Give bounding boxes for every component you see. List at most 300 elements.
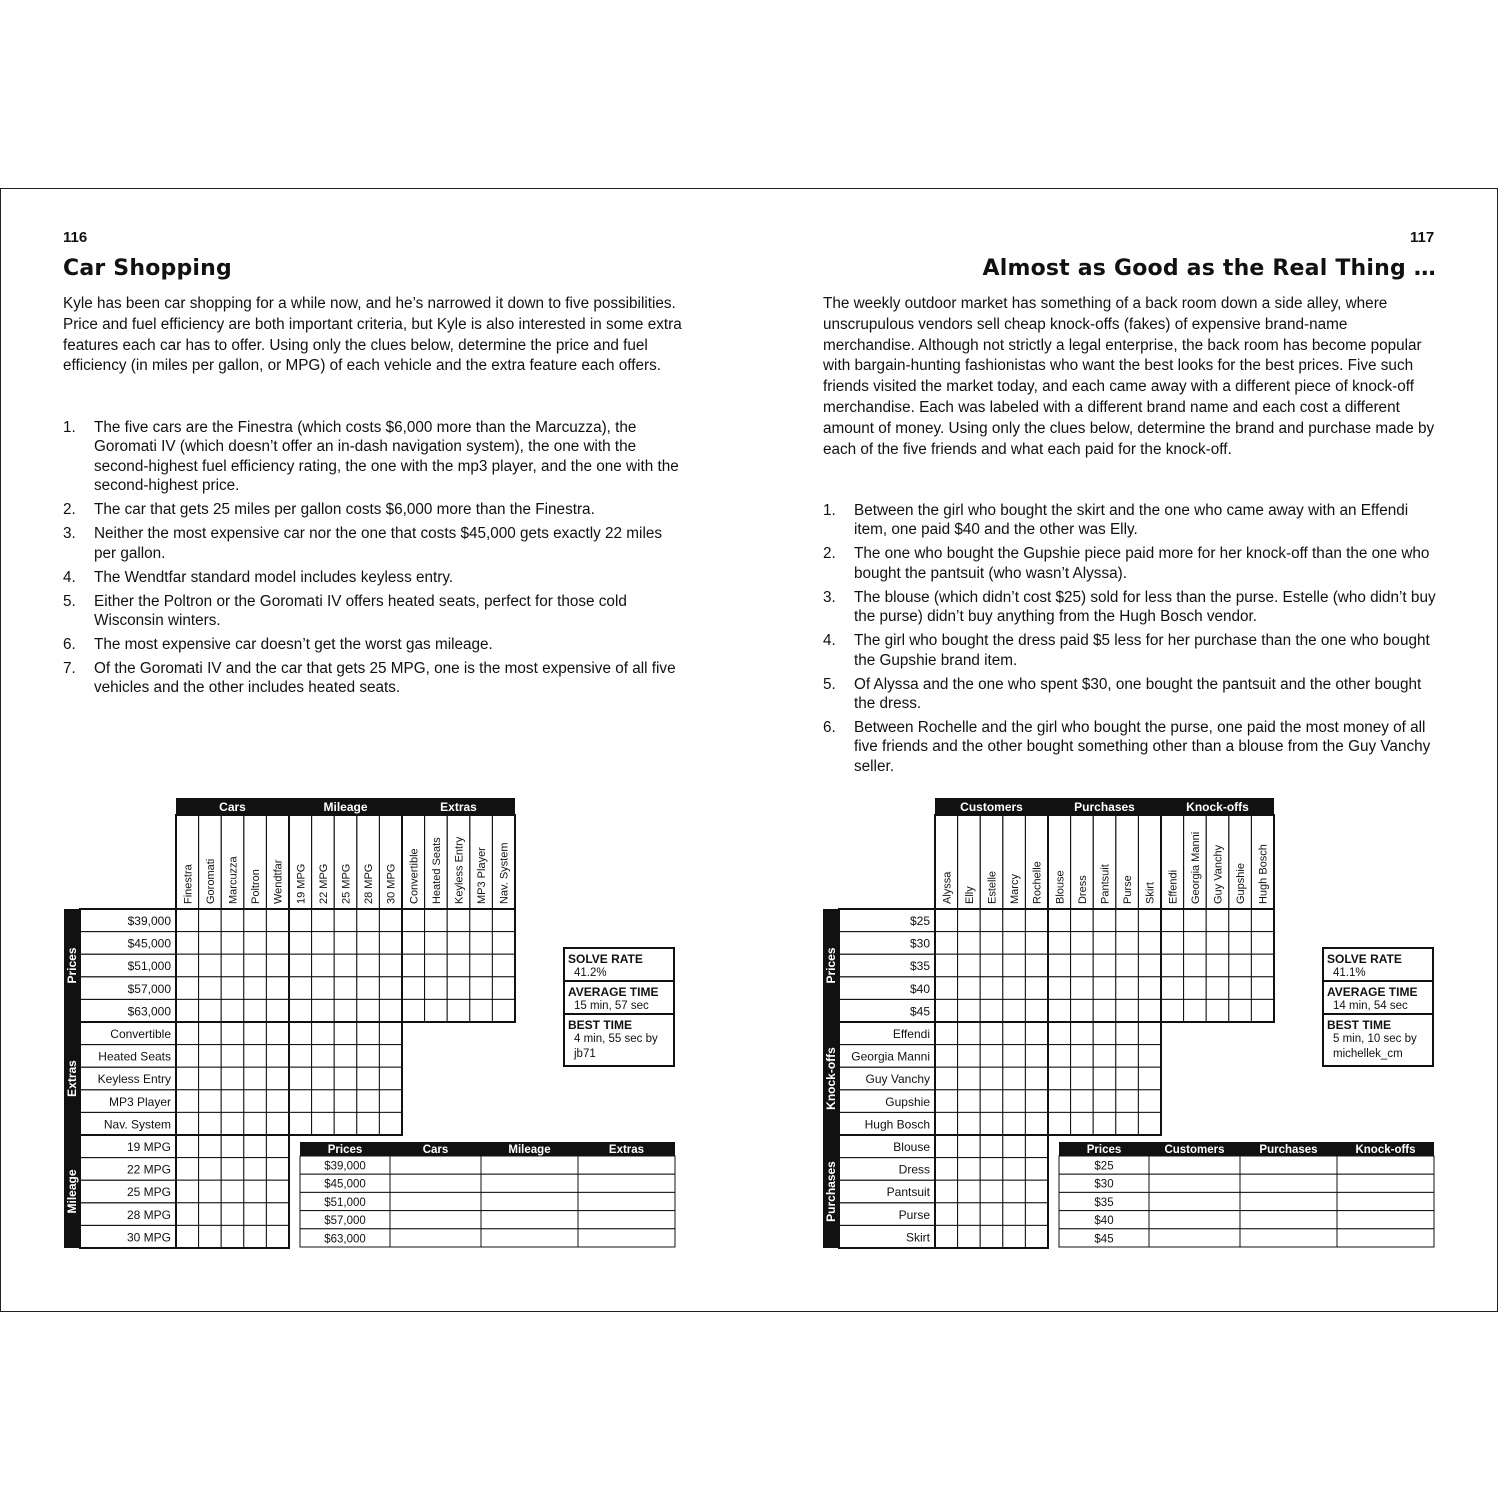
grid-cell[interactable]	[1071, 1112, 1094, 1135]
grid-cell[interactable]	[221, 1225, 244, 1248]
grid-cell[interactable]	[334, 977, 357, 1000]
grid-cell[interactable]	[244, 909, 267, 932]
grid-cell[interactable]	[1138, 1112, 1161, 1135]
grid-cell[interactable]	[470, 954, 493, 977]
grid-cell[interactable]	[1116, 909, 1139, 932]
grid-cell[interactable]	[958, 1225, 981, 1248]
grid-cell[interactable]	[980, 1180, 1003, 1203]
grid-cell[interactable]	[1003, 954, 1026, 977]
grid-cell[interactable]	[492, 954, 515, 977]
grid-cell[interactable]	[1184, 909, 1207, 932]
grid-cell[interactable]	[176, 1067, 199, 1090]
grid-cell[interactable]	[334, 909, 357, 932]
grid-cell[interactable]	[312, 1112, 335, 1135]
answer-input-cell[interactable]	[481, 1229, 578, 1247]
grid-cell[interactable]	[266, 1022, 289, 1045]
grid-cell[interactable]	[1093, 1067, 1116, 1090]
grid-cell[interactable]	[1138, 977, 1161, 1000]
grid-cell[interactable]	[1093, 1022, 1116, 1045]
grid-cell[interactable]	[1138, 1022, 1161, 1045]
grid-cell[interactable]	[312, 909, 335, 932]
grid-cell[interactable]	[402, 977, 425, 1000]
grid-cell[interactable]	[980, 999, 1003, 1022]
answer-input-cell[interactable]	[1337, 1192, 1434, 1210]
grid-cell[interactable]	[357, 1045, 380, 1068]
grid-cell[interactable]	[176, 1203, 199, 1226]
answer-input-cell[interactable]	[390, 1192, 481, 1210]
grid-cell[interactable]	[935, 1135, 958, 1158]
grid-cell[interactable]	[176, 1022, 199, 1045]
grid-cell[interactable]	[312, 954, 335, 977]
grid-cell[interactable]	[334, 1045, 357, 1068]
grid-cell[interactable]	[980, 1158, 1003, 1181]
grid-cell[interactable]	[425, 999, 448, 1022]
grid-cell[interactable]	[1093, 1112, 1116, 1135]
grid-cell[interactable]	[425, 909, 448, 932]
grid-cell[interactable]	[176, 977, 199, 1000]
grid-cell[interactable]	[447, 909, 470, 932]
grid-cell[interactable]	[1048, 1067, 1071, 1090]
grid-cell[interactable]	[958, 1045, 981, 1068]
grid-cell[interactable]	[980, 1067, 1003, 1090]
grid-cell[interactable]	[1138, 1045, 1161, 1068]
grid-cell[interactable]	[470, 909, 493, 932]
grid-cell[interactable]	[1071, 1067, 1094, 1090]
grid-cell[interactable]	[1003, 999, 1026, 1022]
grid-cell[interactable]	[958, 954, 981, 977]
grid-cell[interactable]	[958, 999, 981, 1022]
grid-cell[interactable]	[1093, 999, 1116, 1022]
grid-cell[interactable]	[1003, 1067, 1026, 1090]
grid-cell[interactable]	[244, 977, 267, 1000]
grid-cell[interactable]	[1025, 1022, 1048, 1045]
answer-input-cell[interactable]	[1337, 1174, 1434, 1192]
answer-input-cell[interactable]	[481, 1192, 578, 1210]
grid-cell[interactable]	[244, 1203, 267, 1226]
grid-cell[interactable]	[1229, 932, 1252, 955]
grid-cell[interactable]	[1206, 977, 1229, 1000]
grid-cell[interactable]	[935, 1022, 958, 1045]
grid-cell[interactable]	[1116, 977, 1139, 1000]
grid-cell[interactable]	[244, 954, 267, 977]
grid-cell[interactable]	[1025, 932, 1048, 955]
grid-cell[interactable]	[176, 1158, 199, 1181]
grid-cell[interactable]	[1251, 932, 1274, 955]
grid-cell[interactable]	[176, 1180, 199, 1203]
grid-cell[interactable]	[1093, 909, 1116, 932]
grid-cell[interactable]	[1116, 1022, 1139, 1045]
grid-cell[interactable]	[492, 999, 515, 1022]
grid-cell[interactable]	[199, 932, 222, 955]
grid-cell[interactable]	[492, 977, 515, 1000]
grid-cell[interactable]	[244, 1158, 267, 1181]
grid-cell[interactable]	[379, 977, 402, 1000]
grid-cell[interactable]	[334, 1022, 357, 1045]
grid-cell[interactable]	[221, 1112, 244, 1135]
grid-cell[interactable]	[244, 999, 267, 1022]
grid-cell[interactable]	[357, 999, 380, 1022]
grid-cell[interactable]	[1025, 954, 1048, 977]
grid-cell[interactable]	[334, 954, 357, 977]
grid-cell[interactable]	[221, 1135, 244, 1158]
grid-cell[interactable]	[1116, 1045, 1139, 1068]
grid-cell[interactable]	[379, 1022, 402, 1045]
grid-cell[interactable]	[312, 1045, 335, 1068]
grid-cell[interactable]	[357, 1067, 380, 1090]
grid-cell[interactable]	[357, 1112, 380, 1135]
grid-cell[interactable]	[221, 1045, 244, 1068]
grid-cell[interactable]	[266, 909, 289, 932]
grid-cell[interactable]	[266, 1203, 289, 1226]
grid-cell[interactable]	[176, 1090, 199, 1113]
grid-cell[interactable]	[199, 1067, 222, 1090]
grid-cell[interactable]	[1048, 909, 1071, 932]
grid-cell[interactable]	[980, 909, 1003, 932]
grid-cell[interactable]	[357, 954, 380, 977]
grid-cell[interactable]	[958, 1112, 981, 1135]
grid-cell[interactable]	[1138, 954, 1161, 977]
grid-cell[interactable]	[1048, 954, 1071, 977]
grid-cell[interactable]	[935, 1158, 958, 1181]
grid-cell[interactable]	[1138, 932, 1161, 955]
grid-cell[interactable]	[289, 1045, 312, 1068]
grid-cell[interactable]	[379, 1112, 402, 1135]
grid-cell[interactable]	[1025, 1112, 1048, 1135]
grid-cell[interactable]	[1003, 932, 1026, 955]
grid-cell[interactable]	[176, 1135, 199, 1158]
grid-cell[interactable]	[1251, 977, 1274, 1000]
grid-cell[interactable]	[221, 1158, 244, 1181]
grid-cell[interactable]	[289, 954, 312, 977]
grid-cell[interactable]	[334, 932, 357, 955]
grid-cell[interactable]	[402, 909, 425, 932]
grid-cell[interactable]	[1025, 1203, 1048, 1226]
answer-input-cell[interactable]	[578, 1229, 675, 1247]
answer-input-cell[interactable]	[390, 1174, 481, 1192]
answer-input-cell[interactable]	[1240, 1174, 1337, 1192]
grid-cell[interactable]	[958, 1067, 981, 1090]
grid-cell[interactable]	[958, 932, 981, 955]
grid-cell[interactable]	[199, 1090, 222, 1113]
grid-cell[interactable]	[1003, 909, 1026, 932]
grid-cell[interactable]	[312, 1090, 335, 1113]
grid-cell[interactable]	[1229, 954, 1252, 977]
grid-cell[interactable]	[1003, 1225, 1026, 1248]
grid-cell[interactable]	[176, 932, 199, 955]
grid-cell[interactable]	[334, 1112, 357, 1135]
grid-cell[interactable]	[1161, 999, 1184, 1022]
grid-cell[interactable]	[312, 932, 335, 955]
grid-cell[interactable]	[935, 999, 958, 1022]
grid-cell[interactable]	[199, 999, 222, 1022]
grid-cell[interactable]	[176, 999, 199, 1022]
answer-input-cell[interactable]	[1240, 1192, 1337, 1210]
grid-cell[interactable]	[1003, 1045, 1026, 1068]
grid-cell[interactable]	[1071, 932, 1094, 955]
grid-cell[interactable]	[221, 1180, 244, 1203]
grid-cell[interactable]	[1116, 1090, 1139, 1113]
grid-cell[interactable]	[1025, 1045, 1048, 1068]
grid-cell[interactable]	[980, 1022, 1003, 1045]
grid-cell[interactable]	[958, 1135, 981, 1158]
grid-cell[interactable]	[1206, 999, 1229, 1022]
grid-cell[interactable]	[176, 954, 199, 977]
grid-cell[interactable]	[1025, 1135, 1048, 1158]
grid-cell[interactable]	[1025, 1225, 1048, 1248]
grid-cell[interactable]	[935, 977, 958, 1000]
grid-cell[interactable]	[199, 909, 222, 932]
grid-cell[interactable]	[1071, 909, 1094, 932]
grid-cell[interactable]	[1071, 977, 1094, 1000]
grid-cell[interactable]	[492, 909, 515, 932]
grid-cell[interactable]	[1251, 909, 1274, 932]
grid-cell[interactable]	[199, 1112, 222, 1135]
grid-cell[interactable]	[176, 1225, 199, 1248]
grid-cell[interactable]	[935, 954, 958, 977]
answer-input-cell[interactable]	[1337, 1156, 1434, 1174]
grid-cell[interactable]	[289, 1112, 312, 1135]
grid-cell[interactable]	[266, 977, 289, 1000]
grid-cell[interactable]	[1048, 977, 1071, 1000]
grid-cell[interactable]	[1003, 1158, 1026, 1181]
grid-cell[interactable]	[958, 1203, 981, 1226]
grid-cell[interactable]	[266, 1158, 289, 1181]
grid-cell[interactable]	[266, 1112, 289, 1135]
grid-cell[interactable]	[1048, 1090, 1071, 1113]
grid-cell[interactable]	[1025, 1067, 1048, 1090]
grid-cell[interactable]	[447, 999, 470, 1022]
grid-cell[interactable]	[289, 932, 312, 955]
grid-cell[interactable]	[289, 999, 312, 1022]
answer-input-cell[interactable]	[1149, 1192, 1240, 1210]
grid-cell[interactable]	[1161, 909, 1184, 932]
grid-cell[interactable]	[199, 954, 222, 977]
grid-cell[interactable]	[1229, 909, 1252, 932]
grid-cell[interactable]	[1025, 1158, 1048, 1181]
grid-cell[interactable]	[289, 909, 312, 932]
grid-cell[interactable]	[221, 1067, 244, 1090]
grid-cell[interactable]	[1071, 1045, 1094, 1068]
grid-cell[interactable]	[266, 932, 289, 955]
grid-cell[interactable]	[334, 999, 357, 1022]
grid-cell[interactable]	[935, 1112, 958, 1135]
grid-cell[interactable]	[334, 1090, 357, 1113]
grid-cell[interactable]	[221, 1090, 244, 1113]
answer-input-cell[interactable]	[1149, 1156, 1240, 1174]
grid-cell[interactable]	[266, 1225, 289, 1248]
grid-cell[interactable]	[425, 977, 448, 1000]
grid-cell[interactable]	[199, 1045, 222, 1068]
grid-cell[interactable]	[289, 1067, 312, 1090]
grid-cell[interactable]	[402, 954, 425, 977]
grid-cell[interactable]	[425, 932, 448, 955]
grid-cell[interactable]	[1184, 954, 1207, 977]
grid-cell[interactable]	[1048, 999, 1071, 1022]
grid-cell[interactable]	[402, 999, 425, 1022]
grid-cell[interactable]	[244, 1022, 267, 1045]
grid-cell[interactable]	[980, 954, 1003, 977]
grid-cell[interactable]	[199, 1135, 222, 1158]
grid-cell[interactable]	[312, 1022, 335, 1045]
grid-cell[interactable]	[447, 932, 470, 955]
grid-cell[interactable]	[379, 954, 402, 977]
answer-input-cell[interactable]	[1149, 1229, 1240, 1247]
grid-cell[interactable]	[1003, 1090, 1026, 1113]
grid-cell[interactable]	[357, 909, 380, 932]
grid-cell[interactable]	[1048, 1022, 1071, 1045]
grid-cell[interactable]	[935, 1045, 958, 1068]
grid-cell[interactable]	[1206, 954, 1229, 977]
grid-cell[interactable]	[1048, 932, 1071, 955]
grid-cell[interactable]	[266, 1090, 289, 1113]
grid-cell[interactable]	[1071, 999, 1094, 1022]
grid-cell[interactable]	[1071, 1090, 1094, 1113]
answer-input-cell[interactable]	[1240, 1229, 1337, 1247]
grid-cell[interactable]	[244, 1090, 267, 1113]
grid-cell[interactable]	[176, 1045, 199, 1068]
answer-input-cell[interactable]	[481, 1174, 578, 1192]
grid-cell[interactable]	[379, 1067, 402, 1090]
grid-cell[interactable]	[266, 954, 289, 977]
grid-cell[interactable]	[244, 1225, 267, 1248]
answer-input-cell[interactable]	[1240, 1156, 1337, 1174]
grid-cell[interactable]	[1003, 1203, 1026, 1226]
answer-input-cell[interactable]	[1240, 1211, 1337, 1229]
grid-cell[interactable]	[244, 1135, 267, 1158]
grid-cell[interactable]	[357, 1022, 380, 1045]
grid-cell[interactable]	[244, 1180, 267, 1203]
grid-cell[interactable]	[244, 1045, 267, 1068]
grid-cell[interactable]	[176, 1112, 199, 1135]
grid-cell[interactable]	[980, 1203, 1003, 1226]
grid-cell[interactable]	[980, 932, 1003, 955]
answer-input-cell[interactable]	[1337, 1211, 1434, 1229]
answer-input-cell[interactable]	[390, 1156, 481, 1174]
grid-cell[interactable]	[1229, 977, 1252, 1000]
grid-cell[interactable]	[1251, 954, 1274, 977]
answer-input-cell[interactable]	[578, 1156, 675, 1174]
grid-cell[interactable]	[935, 1067, 958, 1090]
grid-cell[interactable]	[1138, 909, 1161, 932]
grid-cell[interactable]	[312, 999, 335, 1022]
grid-cell[interactable]	[1116, 954, 1139, 977]
grid-cell[interactable]	[980, 1225, 1003, 1248]
answer-input-cell[interactable]	[481, 1156, 578, 1174]
grid-cell[interactable]	[1025, 1090, 1048, 1113]
grid-cell[interactable]	[1184, 932, 1207, 955]
answer-input-cell[interactable]	[578, 1192, 675, 1210]
grid-cell[interactable]	[266, 999, 289, 1022]
grid-cell[interactable]	[199, 977, 222, 1000]
grid-cell[interactable]	[1003, 1180, 1026, 1203]
grid-cell[interactable]	[958, 1022, 981, 1045]
grid-cell[interactable]	[1161, 932, 1184, 955]
grid-cell[interactable]	[1071, 1022, 1094, 1045]
grid-cell[interactable]	[221, 909, 244, 932]
grid-cell[interactable]	[1093, 1090, 1116, 1113]
grid-cell[interactable]	[1048, 1112, 1071, 1135]
grid-cell[interactable]	[176, 909, 199, 932]
grid-cell[interactable]	[199, 1203, 222, 1226]
grid-cell[interactable]	[199, 1022, 222, 1045]
grid-cell[interactable]	[980, 1112, 1003, 1135]
grid-cell[interactable]	[357, 977, 380, 1000]
grid-cell[interactable]	[289, 1022, 312, 1045]
grid-cell[interactable]	[958, 1180, 981, 1203]
answer-input-cell[interactable]	[1337, 1229, 1434, 1247]
grid-cell[interactable]	[379, 1090, 402, 1113]
grid-cell[interactable]	[980, 1090, 1003, 1113]
grid-cell[interactable]	[935, 1203, 958, 1226]
grid-cell[interactable]	[492, 932, 515, 955]
grid-cell[interactable]	[935, 1225, 958, 1248]
grid-cell[interactable]	[1184, 999, 1207, 1022]
grid-cell[interactable]	[425, 954, 448, 977]
grid-cell[interactable]	[221, 999, 244, 1022]
grid-cell[interactable]	[221, 977, 244, 1000]
grid-cell[interactable]	[244, 1112, 267, 1135]
grid-cell[interactable]	[958, 1158, 981, 1181]
grid-cell[interactable]	[221, 954, 244, 977]
grid-cell[interactable]	[1093, 1045, 1116, 1068]
grid-cell[interactable]	[312, 1067, 335, 1090]
grid-cell[interactable]	[199, 1225, 222, 1248]
grid-cell[interactable]	[1093, 954, 1116, 977]
grid-cell[interactable]	[447, 977, 470, 1000]
grid-cell[interactable]	[266, 1045, 289, 1068]
grid-cell[interactable]	[1003, 1112, 1026, 1135]
grid-cell[interactable]	[958, 1090, 981, 1113]
grid-cell[interactable]	[935, 1090, 958, 1113]
grid-cell[interactable]	[1116, 932, 1139, 955]
grid-cell[interactable]	[1025, 909, 1048, 932]
grid-cell[interactable]	[1251, 999, 1274, 1022]
grid-cell[interactable]	[1116, 1112, 1139, 1135]
grid-cell[interactable]	[1184, 977, 1207, 1000]
grid-cell[interactable]	[1116, 999, 1139, 1022]
grid-cell[interactable]	[266, 1067, 289, 1090]
answer-input-cell[interactable]	[481, 1211, 578, 1229]
answer-input-cell[interactable]	[578, 1174, 675, 1192]
grid-cell[interactable]	[357, 932, 380, 955]
grid-cell[interactable]	[1138, 1090, 1161, 1113]
grid-cell[interactable]	[244, 1067, 267, 1090]
grid-cell[interactable]	[980, 977, 1003, 1000]
grid-cell[interactable]	[266, 1180, 289, 1203]
grid-cell[interactable]	[1161, 977, 1184, 1000]
grid-cell[interactable]	[958, 977, 981, 1000]
grid-cell[interactable]	[1138, 999, 1161, 1022]
grid-cell[interactable]	[221, 1022, 244, 1045]
grid-cell[interactable]	[470, 977, 493, 1000]
grid-cell[interactable]	[470, 999, 493, 1022]
grid-cell[interactable]	[1093, 932, 1116, 955]
grid-cell[interactable]	[980, 1045, 1003, 1068]
grid-cell[interactable]	[379, 932, 402, 955]
grid-cell[interactable]	[1025, 1180, 1048, 1203]
grid-cell[interactable]	[1025, 999, 1048, 1022]
grid-cell[interactable]	[1138, 1067, 1161, 1090]
grid-cell[interactable]	[1229, 999, 1252, 1022]
grid-cell[interactable]	[199, 1180, 222, 1203]
grid-cell[interactable]	[935, 1180, 958, 1203]
grid-cell[interactable]	[1206, 909, 1229, 932]
answer-input-cell[interactable]	[1149, 1211, 1240, 1229]
grid-cell[interactable]	[1206, 932, 1229, 955]
grid-cell[interactable]	[221, 1203, 244, 1226]
grid-cell[interactable]	[1048, 1045, 1071, 1068]
grid-cell[interactable]	[1003, 1135, 1026, 1158]
